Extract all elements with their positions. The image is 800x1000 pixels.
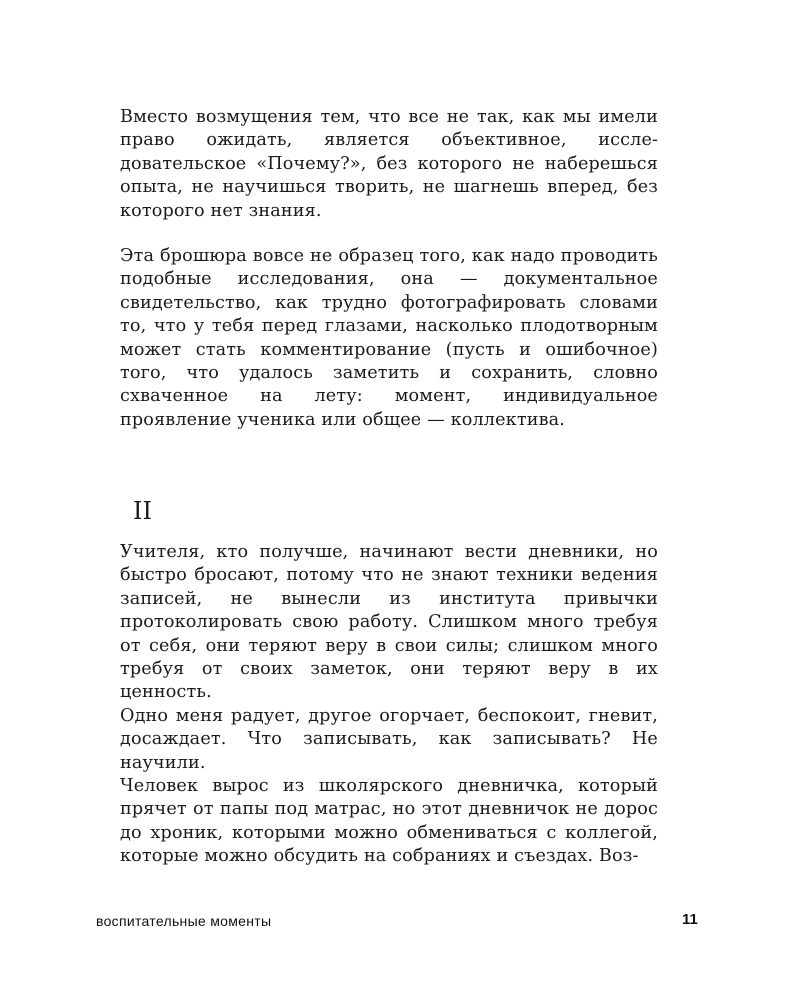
paragraph: Эта брошюра вовсе не образец того, как надо проводить подобные исследования, она — документальное свидетельство, как трудно фотографировать словами то, что у тебя перед глазами, насколько плодотворным может стать комментирование (пусть и ошибочное) того, что удалось заметить и сохранить, словно схваченное на лету: момент, индивидуальное проявление ученика или общее — коллектива. [120,246,658,430]
paragraph: Одно меня радует, другое огорчает, беспокоит, гневит, досаждает. Что записывать, как записывать? Не научили. [120,705,658,773]
paragraph: Вместо возмущения тем, что все не так, как мы имели право ожидать, является объективное, исследовательское «Почему?», без которого не наберешься опыта, не научишься творить, не шагнешь вперед, без которого нет знания. [120,107,658,221]
text-block-intro [120,106,658,223]
page-number: 11 [682,911,698,928]
paragraph: Человек вырос из школярского дневничка, который прячет от папы под матрас, но этот дневничок не дорос до хроник, которыми можно обмениваться с коллегой, которые можно обсудить на собраниях и съездах. Воз- [120,776,658,867]
running-title: воспитательные моменты [96,913,272,929]
paragraph: Учителя, кто получше, начинают вести дневники, но быстро бросают, потому что не знают техники ведения записей, не вынесли из института привычки протоколировать свою работу. Слишком много требуя от себя, они теряют веру в свои силы; слишком много требуя от своих заметок, они теряют веру в их ценность. [120,542,658,703]
text-block-section-two [120,541,658,869]
section-heading: II [133,497,152,525]
text-block-brochure [120,245,658,432]
